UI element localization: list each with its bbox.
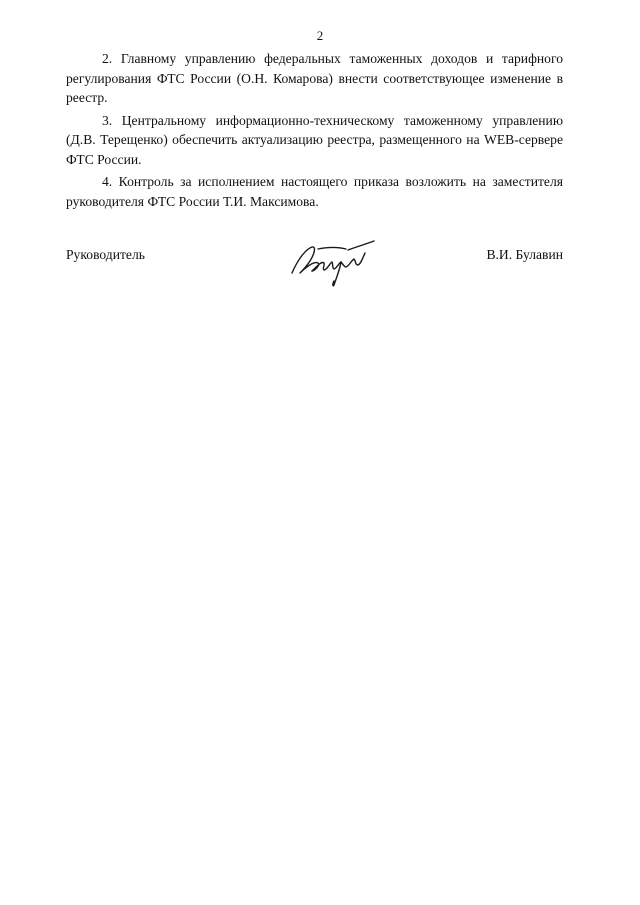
signature-block <box>66 237 563 297</box>
signature-icon <box>288 237 378 289</box>
paragraph-3: 3. Центральному информационно-техническому таможенному управлению (Д.В. Терещенко) обеспечить актуализацию реестра, размещенного на WEB-сервере ФТС России. <box>66 112 563 167</box>
document-body <box>66 49 563 214</box>
signatory-name: В.И. Булавин <box>486 247 563 262</box>
page-number: 2 <box>316 28 324 43</box>
paragraph-2: 2. Главному управлению федеральных таможенных доходов и тарифного регулирования ФТС России (О.Н. Комарова) внести соответствующее изменение в реестр. <box>66 51 563 105</box>
signatory-title: Руководитель <box>66 247 145 262</box>
paragraph-4: 4. Контроль за исполнением настоящего приказа возложить на заместителя руководителя ФТС России Т.И. Максимова. <box>66 174 563 209</box>
